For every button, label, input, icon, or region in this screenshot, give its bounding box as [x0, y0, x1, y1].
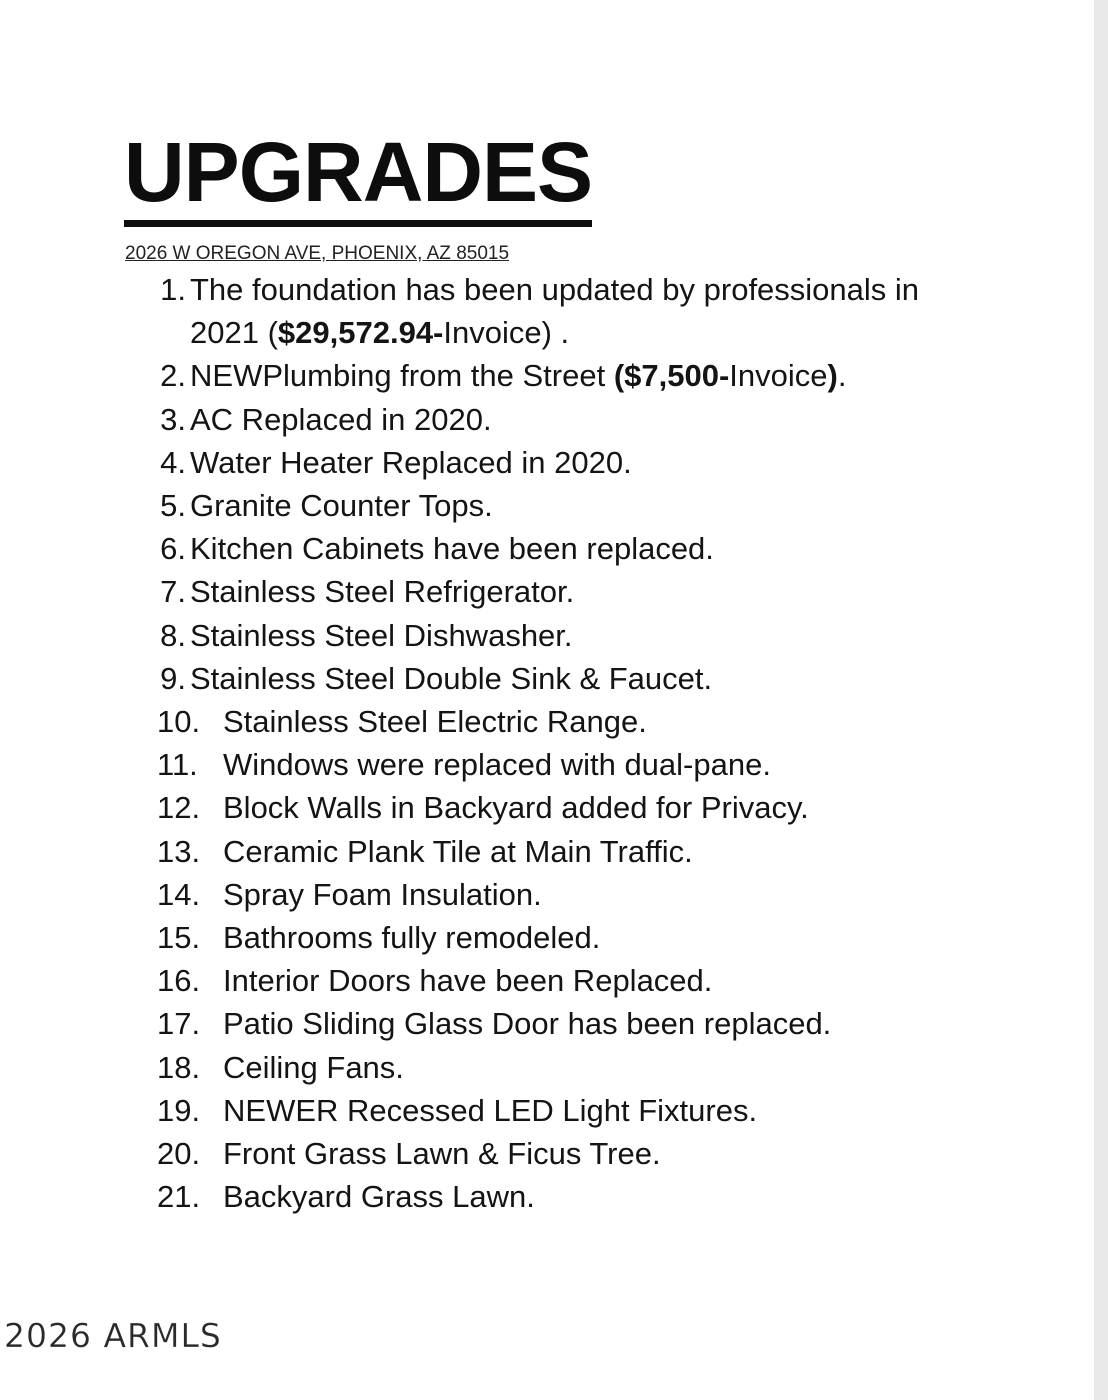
upgrade-item-text-part: Patio Sliding Glass Door has been replaced. [223, 1006, 832, 1042]
upgrade-item-text-part: Ceiling Fans. [223, 1049, 404, 1085]
upgrade-item-number: 1. [160, 272, 186, 307]
upgrade-item [0, 354, 1000, 397]
upgrade-item-text-part: NEWPlumbing from the Street [190, 358, 614, 394]
upgrade-item-text [223, 959, 712, 1002]
upgrade-item-text [223, 830, 693, 873]
upgrade-item [0, 1089, 1000, 1132]
upgrade-item-text [190, 614, 573, 657]
upgrade-item-number: 8. [160, 617, 186, 653]
upgrade-item [0, 570, 1000, 613]
upgrade-item-text [190, 657, 712, 700]
upgrade-item-text-part: Spray Foam Insulation. [223, 876, 542, 912]
upgrade-item-text [190, 570, 574, 613]
upgrade-item [0, 830, 1000, 873]
upgrade-item [0, 1175, 1000, 1218]
upgrade-item-text [190, 398, 492, 441]
upgrade-item-text [223, 1089, 757, 1132]
upgrade-item [0, 657, 1000, 700]
upgrade-item-text-part: Bathrooms fully remodeled. [223, 920, 601, 956]
upgrade-item-number: 9. [160, 660, 186, 696]
upgrade-item-number: 14. [157, 876, 201, 912]
upgrade-item-text [190, 484, 493, 527]
upgrade-item-text [223, 743, 771, 786]
upgrade-item-text [223, 786, 809, 829]
upgrade-item [0, 441, 1000, 484]
upgrade-item-text [223, 1046, 404, 1089]
armls-watermark: 2026 ARMLS [4, 1316, 222, 1355]
upgrade-item-number: 5. [160, 488, 186, 524]
upgrade-item-number: 11. [157, 747, 198, 783]
upgrade-item [0, 484, 1000, 527]
upgrade-item [0, 959, 1000, 1002]
upgrade-item [0, 1132, 1000, 1175]
upgrade-item-number: 17. [157, 1006, 201, 1042]
upgrade-item-number: 19. [157, 1092, 201, 1128]
upgrade-item-text-part: AC Replaced in 2020. [190, 401, 492, 437]
upgrade-item-text-part: Invoice) . [443, 315, 570, 351]
upgrade-item-text-part: Windows were replaced with dual-pane. [223, 747, 771, 783]
upgrade-item-number: 16. [157, 963, 201, 999]
upgrade-item-bold-text: ($7,500- [613, 358, 730, 394]
upgrade-item [0, 614, 1000, 657]
page-edge [1094, 0, 1108, 1400]
upgrade-item-text [223, 916, 600, 959]
upgrade-item-text-part: Water Heater Replaced in 2020. [190, 444, 632, 480]
upgrade-item [0, 1046, 1000, 1089]
upgrade-item-number: 10. [157, 704, 201, 740]
upgrade-item-bold-text: $29,572.94- [277, 315, 444, 351]
upgrade-item-text [223, 1002, 831, 1045]
upgrade-item-text-part: Stainless Steel Electric Range. [223, 704, 647, 740]
upgrade-item [0, 873, 1000, 916]
upgrade-item-number: 18. [157, 1049, 201, 1085]
upgrade-item-text-part: Stainless Steel Double Sink & Faucet. [190, 660, 713, 696]
upgrade-item-text [223, 700, 647, 743]
upgrade-item-number: 6. [160, 531, 186, 567]
upgrade-item [0, 1002, 1000, 1045]
upgrade-item-text-part: Kitchen Cabinets have been replaced. [190, 531, 714, 567]
upgrade-item-number: 13. [157, 833, 201, 869]
upgrade-item-text-part: Backyard Grass Lawn. [223, 1179, 535, 1215]
upgrade-item-text-part: NEWER Recessed LED Light Fixtures. [223, 1092, 758, 1128]
upgrade-item [0, 398, 1000, 441]
upgrade-item-number: 4. [160, 444, 186, 480]
upgrade-item-number: 7. [160, 574, 186, 610]
upgrade-item-number: 21. [157, 1179, 201, 1215]
upgrade-item [0, 743, 1000, 786]
upgrade-item-text [190, 527, 714, 570]
upgrade-item-bold-text: ) [827, 358, 838, 394]
upgrade-item-text [223, 1132, 661, 1175]
upgrade-item-text-part: Block Walls in Backyard added for Privacy. [223, 790, 809, 826]
upgrade-item-text-part: Granite Counter Tops. [190, 488, 493, 524]
upgrade-item-text-part: Ceramic Plank Tile at Main Traffic. [223, 833, 693, 869]
upgrade-item-text [190, 354, 846, 397]
upgrade-item [0, 786, 1000, 829]
upgrade-item-text-part: Stainless Steel Refrigerator. [190, 574, 575, 610]
upgrade-item-number: 20. [157, 1136, 201, 1172]
upgrade-item [0, 916, 1000, 959]
upgrade-item-text-part: Stainless Steel Dishwasher. [190, 617, 573, 653]
upgrade-item-text [190, 441, 632, 484]
upgrade-item-text-part: . [837, 358, 847, 394]
upgrade-item-text-part: The foundation has been updated by professionals in 2021 ( [190, 272, 920, 351]
property-address: 2026 W OREGON AVE, PHOENIX, AZ 85015 [125, 243, 510, 264]
upgrade-item-text-part: Invoice [729, 358, 828, 394]
page-title: UPGRADES [124, 124, 592, 227]
upgrade-item-text-part: Interior Doors have been Replaced. [223, 963, 713, 999]
upgrade-item [0, 700, 1000, 743]
upgrade-item-number: 15. [157, 920, 201, 956]
upgrade-item-number: 3. [160, 401, 186, 437]
upgrade-item-text [190, 268, 980, 354]
upgrade-item-text [223, 1175, 535, 1218]
upgrade-item [0, 268, 1000, 354]
upgrade-item [0, 527, 1000, 570]
upgrade-list [0, 268, 1000, 1218]
upgrade-item-number: 12. [157, 790, 201, 826]
upgrade-item-number: 2. [160, 358, 186, 394]
upgrade-item-text [223, 873, 542, 916]
upgrade-item-text-part: Front Grass Lawn & Ficus Tree. [223, 1136, 661, 1172]
